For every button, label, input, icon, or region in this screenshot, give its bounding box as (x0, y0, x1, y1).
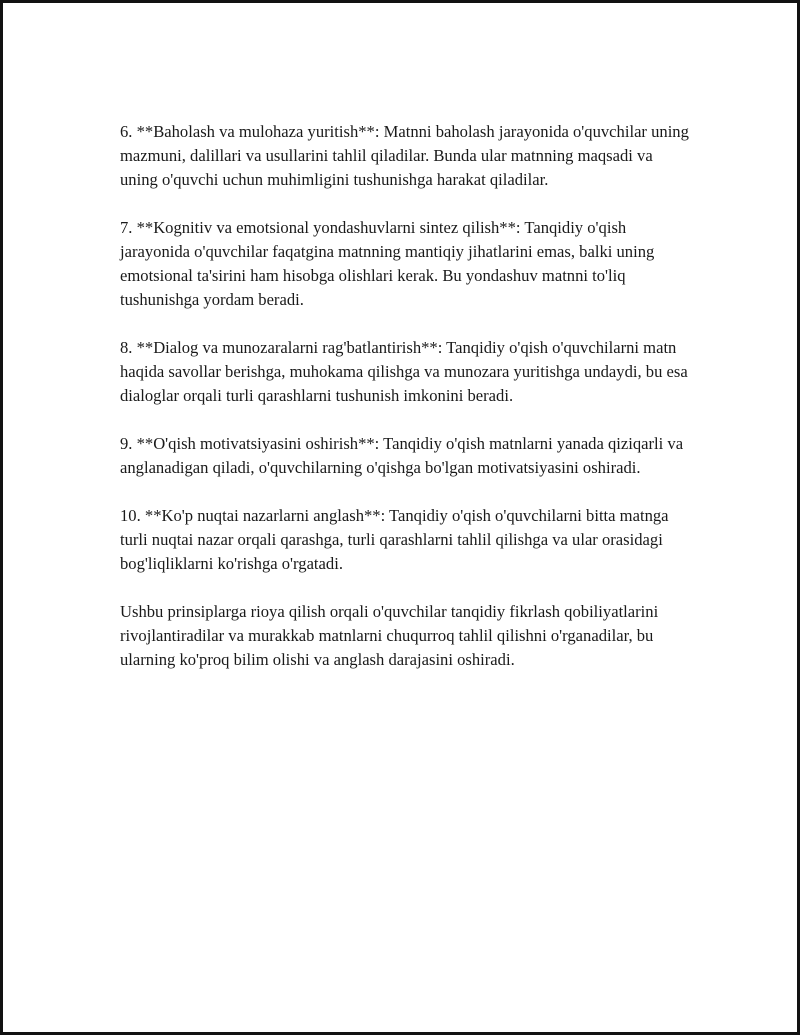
paragraph-item-9: 9. **O'qish motivatsiyasini oshirish**: Tanqidiy o'qish matnlarni yanada qiziqarli va anglanadigan qiladi, o'quvchilarning o'qishga bo'lgan motivatsiyasini oshiradi. (120, 434, 684, 477)
document-body (120, 120, 690, 672)
paragraph-item-10: 10. **Ko'p nuqtai nazarlarni anglash**: Tanqidiy o'qish o'quvchilarni bitta matnga turli nuqtai nazar orqali qarashga, turli qarashlarni tahlil qilishga va ular orasidagi bog'liqliklarni ko'rishga o'rgatadi. (120, 506, 669, 573)
paragraph-item-7: 7. **Kognitiv va emotsional yondashuvlarni sintez qilish**: Tanqidiy o'qish jarayonida o'quvchilar faqatgina matnning mantiqiy jihatlarini emas, balki uning emotsional ta'sirini ham hisobga olishlari kerak. Bu yondashuv matnni to'liq tushunishga yordam beradi. (120, 218, 655, 309)
paragraph-item-6: 6. **Baholash va mulohaza yuritish**: Matnni baholash jarayonida o'quvchilar uning mazmuni, dalillari va usullarini tahlil qiladilar. Bunda ular matnning maqsadi va uning o'quvchi uchun muhimligini tushunishga harakat qiladilar. (120, 122, 689, 189)
paragraph-item-8: 8. **Dialog va munozaralarni rag'batlantirish**: Tanqidiy o'qish o'quvchilarni matn haqida savollar berishga, muhokama qilishga va munozara yuritishga undaydi, bu esa dialoglar orqali turli qarashlarni tushunish imkonini beradi. (120, 338, 688, 405)
paragraph-conclusion: Ushbu prinsiplarga rioya qilish orqali o'quvchilar tanqidiy fikrlash qobiliyatlarini rivojlantiradilar va murakkab matnlarni chuqurroq tahlil qilishni o'rganadilar, bu ularning ko'proq bilim olishi va anglash darajasini oshiradi. (120, 602, 659, 669)
